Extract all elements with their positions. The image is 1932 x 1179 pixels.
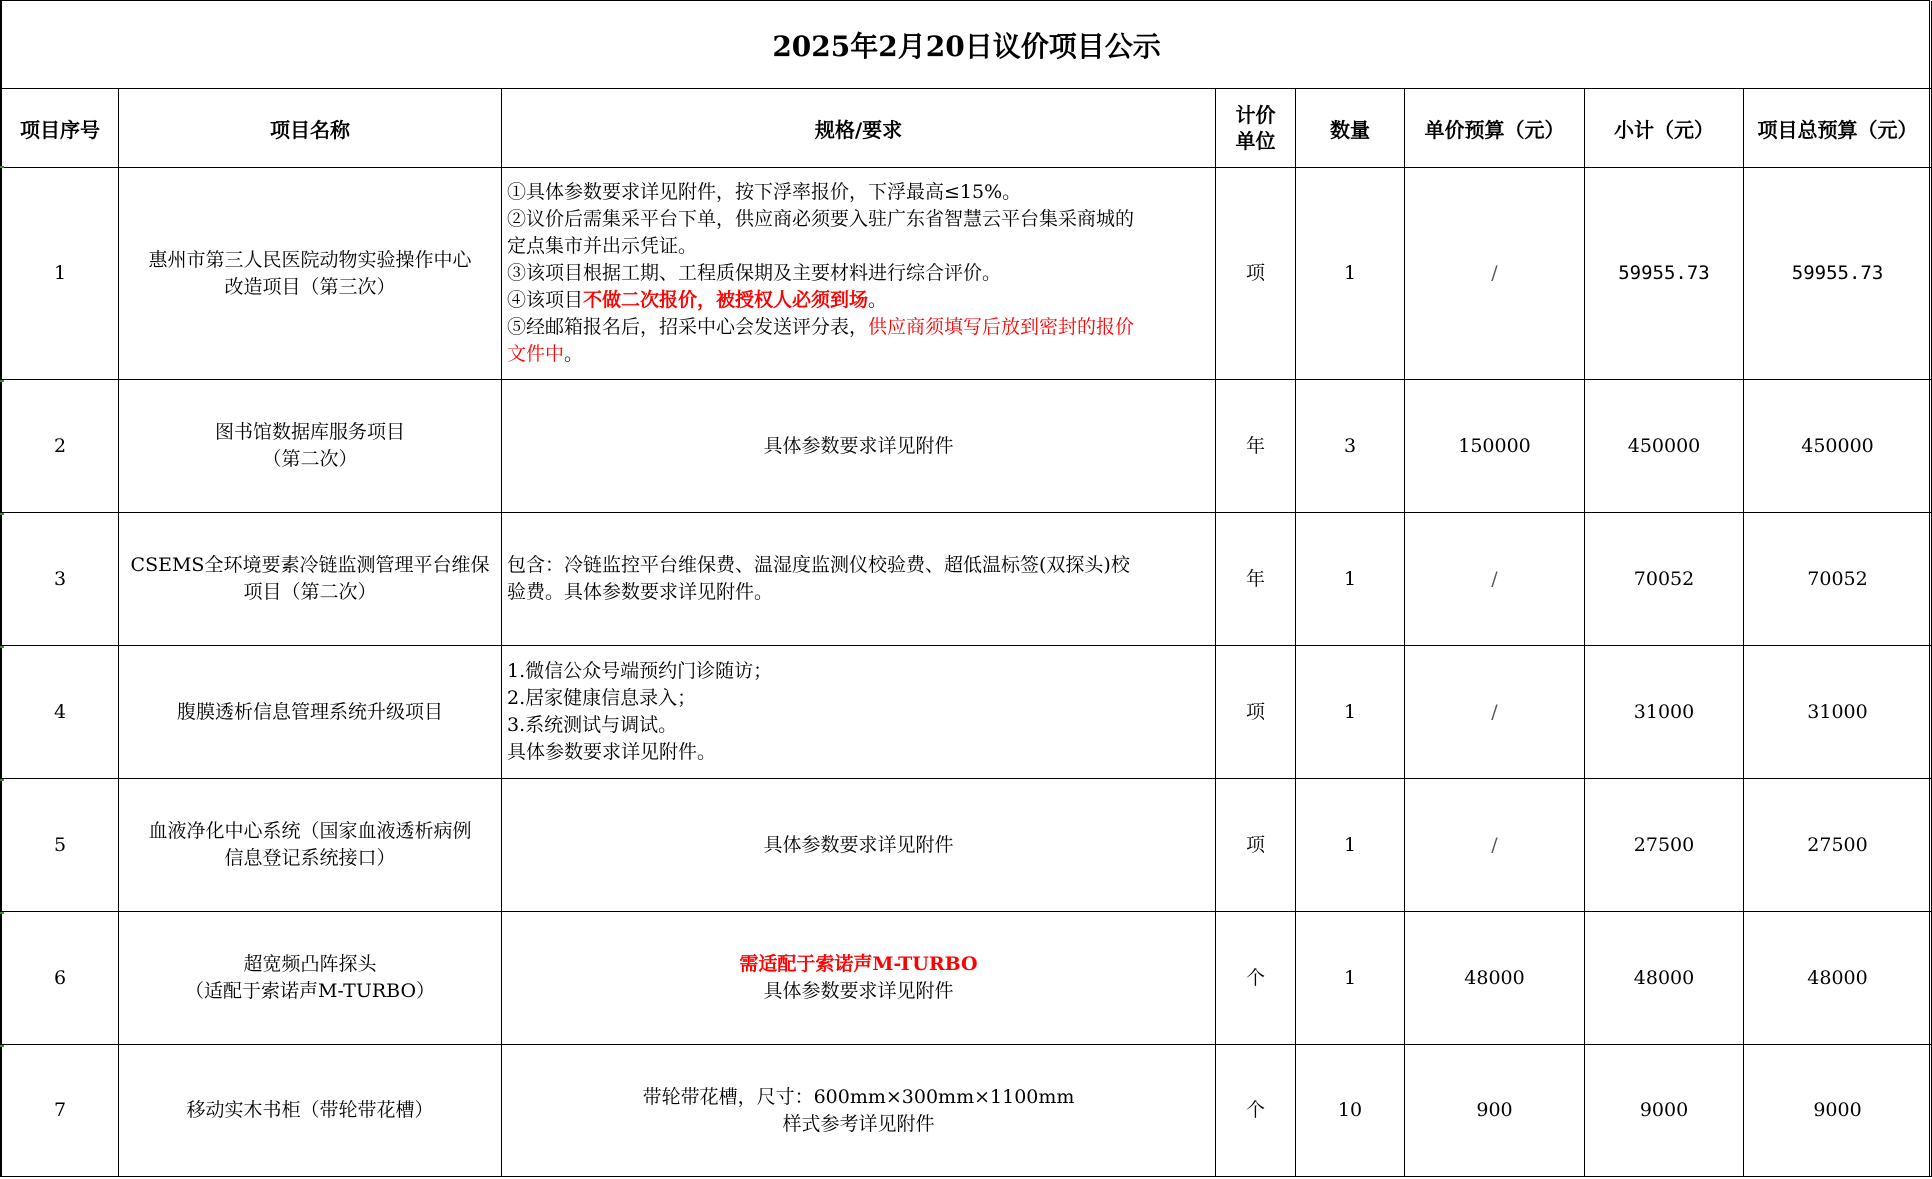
cell-subtotal[interactable]: 31000 <box>1585 646 1744 779</box>
spec-emphasis: 不做二次报价，被授权人必须到场 <box>583 289 869 311</box>
spec-highlight: 文件中 <box>507 343 565 365</box>
header-subtotal[interactable]: 小计（元） <box>1585 89 1744 168</box>
row-marker <box>0 779 4 781</box>
header-unit[interactable] <box>1216 89 1296 168</box>
header-seq[interactable]: 项目序号 <box>2 89 119 168</box>
cell-total[interactable]: 450000 <box>1744 380 1932 513</box>
spec-line: 3.系统测试与调试。 <box>507 714 678 736</box>
spec-line: ③该项目根据工期、工程质保期及主要材料进行综合评价。 <box>507 262 1002 284</box>
name-line: 图书馆数据库服务项目 <box>214 421 405 443</box>
cell-spec[interactable]: 具体参数要求详见附件 <box>502 779 1216 912</box>
table-row <box>2 912 1932 1045</box>
spec-line: 包含：冷链监控平台维保费、温湿度监测仪校验费、超低温标签(双探头)校 <box>507 554 1130 576</box>
table-row <box>2 513 1932 646</box>
spec-line: 1.微信公众号端预约门诊随访； <box>507 660 773 682</box>
spec-text: 。 <box>564 343 584 365</box>
cell-name[interactable] <box>119 513 502 646</box>
row-marker <box>0 380 4 382</box>
cell-subtotal[interactable]: 9000 <box>1585 1045 1744 1177</box>
spec-text: ④该项目 <box>507 289 584 311</box>
table-row <box>2 1045 1932 1177</box>
cell-subtotal[interactable]: 70052 <box>1585 513 1744 646</box>
table-row <box>2 380 1932 513</box>
table-row <box>2 646 1932 779</box>
name-line: 项目（第二次） <box>243 581 377 603</box>
spec-text: 。 <box>868 289 888 311</box>
header-unit-price[interactable]: 单价预算（元） <box>1405 89 1585 168</box>
spec-line: 验费。具体参数要求详见附件。 <box>507 581 774 603</box>
cell-qty[interactable]: 1 <box>1296 513 1405 646</box>
cell-qty[interactable]: 10 <box>1296 1045 1405 1177</box>
spec-line <box>507 341 1213 368</box>
cell-spec[interactable] <box>502 1045 1216 1177</box>
cell-subtotal[interactable]: 48000 <box>1585 912 1744 1045</box>
cell-total[interactable]: 59955.73 <box>1744 168 1932 380</box>
cell-name[interactable] <box>119 380 502 513</box>
header-row <box>2 89 1932 168</box>
header-spec[interactable]: 规格/要求 <box>502 89 1216 168</box>
spec-line: ①具体参数要求详见附件，按下浮率报价，下浮最高≤15%。 <box>507 181 1022 203</box>
cell-unit[interactable]: 个 <box>1216 912 1296 1045</box>
cell-seq[interactable]: 2 <box>2 380 119 513</box>
name-line: 惠州市第三人民医院动物实验操作中心 <box>148 248 472 271</box>
cell-subtotal[interactable]: 27500 <box>1585 779 1744 912</box>
row-marker <box>0 166 4 168</box>
name-line: 信息登记系统接口） <box>224 847 396 869</box>
cell-spec[interactable] <box>502 912 1216 1045</box>
cell-unit-price[interactable]: / <box>1405 513 1585 646</box>
cell-unit[interactable]: 项 <box>1216 779 1296 912</box>
header-unit-line2: 单位 <box>1235 129 1276 153</box>
page-title: 2025年2月20日议价项目公示 <box>2 1 1932 89</box>
spec-line: 样式参考详见附件 <box>782 1112 935 1135</box>
cell-qty[interactable]: 1 <box>1296 646 1405 779</box>
spec-text: ⑤经邮箱报名后，招采中心会发送评分表， <box>507 316 869 338</box>
spec-line <box>507 287 1213 314</box>
cell-total[interactable]: 48000 <box>1744 912 1932 1045</box>
table-row <box>2 168 1932 380</box>
cell-unit-price[interactable]: / <box>1405 168 1585 380</box>
cell-name[interactable]: 移动实木书柜（带轮带花槽） <box>119 1045 502 1177</box>
cell-seq[interactable]: 1 <box>2 168 119 380</box>
spec-line: 2.居家健康信息录入； <box>507 687 697 709</box>
cell-seq[interactable]: 5 <box>2 779 119 912</box>
spec-line: ②议价后需集采平台下单，供应商必须要入驻广东省智慧云平台集采商城的 <box>507 208 1135 230</box>
cell-qty[interactable]: 1 <box>1296 779 1405 912</box>
header-unit-line1: 计价 <box>1235 103 1276 127</box>
cell-unit[interactable]: 项 <box>1216 168 1296 380</box>
cell-seq[interactable]: 4 <box>2 646 119 779</box>
cell-spec[interactable]: 具体参数要求详见附件 <box>502 380 1216 513</box>
spec-line: 定点集市并出示凭证。 <box>507 235 698 257</box>
cell-unit-price[interactable]: / <box>1405 646 1585 779</box>
cell-total[interactable]: 27500 <box>1744 779 1932 912</box>
cell-total[interactable]: 9000 <box>1744 1045 1932 1177</box>
row-marker <box>0 1045 4 1047</box>
cell-seq[interactable]: 7 <box>2 1045 119 1177</box>
cell-unit-price[interactable]: 150000 <box>1405 380 1585 513</box>
cell-name[interactable]: 腹膜透析信息管理系统升级项目 <box>119 646 502 779</box>
cell-total[interactable]: 31000 <box>1744 646 1932 779</box>
spec-line <box>507 314 1213 341</box>
header-total[interactable]: 项目总预算（元） <box>1744 89 1932 168</box>
cell-unit[interactable]: 年 <box>1216 380 1296 513</box>
cell-unit-price[interactable]: / <box>1405 779 1585 912</box>
cell-unit[interactable]: 个 <box>1216 1045 1296 1177</box>
cell-name[interactable] <box>119 912 502 1045</box>
cell-unit-price[interactable]: 48000 <box>1405 912 1585 1045</box>
cell-name[interactable] <box>119 168 502 380</box>
spec-emphasis: 需适配于索诺声M-TURBO <box>739 953 978 975</box>
name-line: （适配于索诺声M-TURBO） <box>184 980 436 1002</box>
cell-qty[interactable]: 1 <box>1296 168 1405 380</box>
table-row <box>2 779 1932 912</box>
name-line: 血液净化中心系统（国家血液透析病例 <box>148 820 472 842</box>
cell-spec[interactable] <box>502 646 1216 779</box>
name-line: （第二次） <box>262 448 358 470</box>
spec-line: 具体参数要求详见附件 <box>763 980 954 1002</box>
cell-subtotal[interactable]: 59955.73 <box>1585 168 1744 380</box>
cell-spec[interactable] <box>502 513 1216 646</box>
cell-subtotal[interactable]: 450000 <box>1585 380 1744 513</box>
name-line: 超宽频凸阵探头 <box>243 953 377 975</box>
cell-seq[interactable]: 3 <box>2 513 119 646</box>
name-line: CSEMS全环境要素冷链监测管理平台维保 <box>130 554 490 576</box>
row-marker <box>0 912 4 914</box>
cell-qty[interactable]: 1 <box>1296 912 1405 1045</box>
cell-unit[interactable]: 项 <box>1216 646 1296 779</box>
spec-line: 具体参数要求详见附件。 <box>507 741 717 763</box>
cell-seq[interactable]: 6 <box>2 912 119 1045</box>
spec-line: 带轮带花槽，尺寸：600mm×300mm×1100mm <box>642 1085 1075 1108</box>
cell-qty[interactable]: 3 <box>1296 380 1405 513</box>
cell-name[interactable] <box>119 779 502 912</box>
name-line: 改造项目（第三次） <box>224 275 396 298</box>
header-name[interactable]: 项目名称 <box>119 89 502 168</box>
cell-unit[interactable]: 年 <box>1216 513 1296 646</box>
price-negotiation-table <box>1 1 1932 1177</box>
cell-spec[interactable] <box>502 168 1216 380</box>
row-marker <box>0 513 4 515</box>
row-marker <box>0 646 4 648</box>
cell-total[interactable]: 70052 <box>1744 513 1932 646</box>
header-qty[interactable]: 数量 <box>1296 89 1405 168</box>
spec-highlight: 供应商须填写后放到密封的报价 <box>868 316 1135 338</box>
cell-unit-price[interactable]: 900 <box>1405 1045 1585 1177</box>
